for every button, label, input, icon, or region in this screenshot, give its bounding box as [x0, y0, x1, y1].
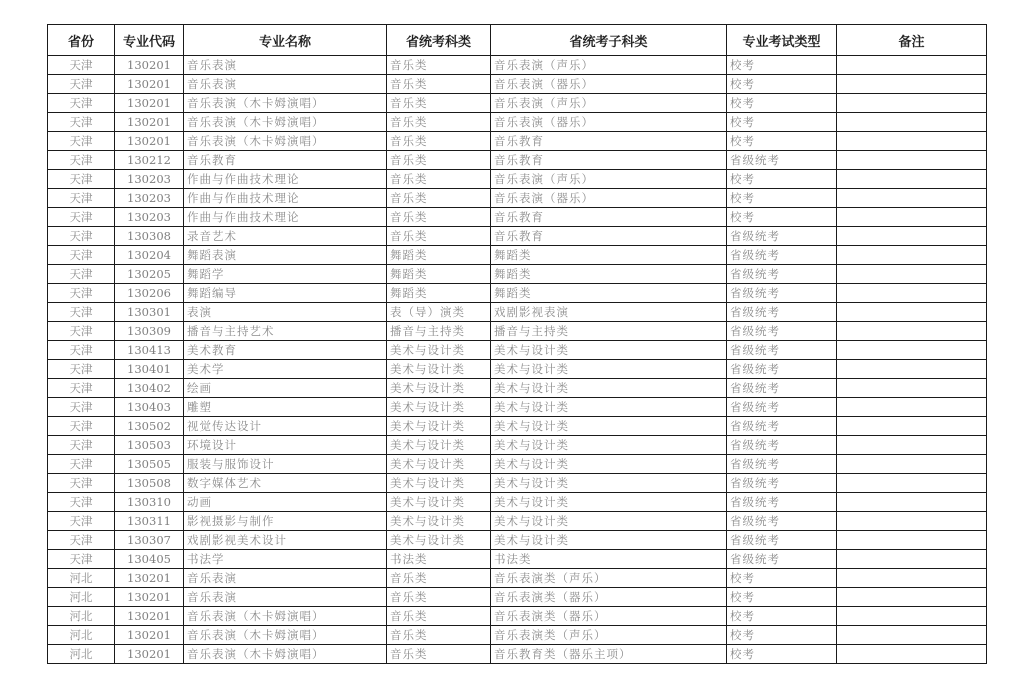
cell-exam-type: 省级统考 — [727, 265, 837, 284]
cell-exam-subcategory: 美术与设计类 — [491, 531, 727, 550]
cell-major-name: 音乐表演（木卡姆演唱） — [184, 113, 387, 132]
cell-province: 河北 — [48, 626, 115, 645]
cell-exam-type: 校考 — [727, 170, 837, 189]
cell-province: 天津 — [48, 113, 115, 132]
cell-major-code: 130502 — [115, 417, 184, 436]
cell-major-name: 录音艺术 — [184, 227, 387, 246]
cell-province: 天津 — [48, 227, 115, 246]
cell-major-name: 音乐表演（木卡姆演唱） — [184, 132, 387, 151]
cell-major-name: 音乐表演（木卡姆演唱） — [184, 626, 387, 645]
cell-major-name: 雕塑 — [184, 398, 387, 417]
cell-exam-category: 音乐类 — [387, 645, 491, 664]
cell-major-name: 音乐表演 — [184, 56, 387, 75]
cell-province: 天津 — [48, 455, 115, 474]
cell-exam-type: 校考 — [727, 113, 837, 132]
cell-exam-subcategory: 舞蹈类 — [491, 246, 727, 265]
cell-exam-subcategory: 播音与主持类 — [491, 322, 727, 341]
cell-major-name: 美术学 — [184, 360, 387, 379]
cell-exam-subcategory: 美术与设计类 — [491, 398, 727, 417]
table-row — [48, 75, 987, 94]
cell-province: 天津 — [48, 550, 115, 569]
table-row — [48, 569, 987, 588]
cell-exam-subcategory: 音乐表演（声乐） — [491, 94, 727, 113]
cell-major-name: 视觉传达设计 — [184, 417, 387, 436]
cell-exam-category: 音乐类 — [387, 75, 491, 94]
table-row — [48, 208, 987, 227]
header-row — [48, 25, 987, 56]
cell-exam-category: 音乐类 — [387, 132, 491, 151]
cell-major-name: 表演 — [184, 303, 387, 322]
cell-major-name: 服装与服饰设计 — [184, 455, 387, 474]
cell-major-name: 动画 — [184, 493, 387, 512]
table-row — [48, 626, 987, 645]
cell-exam-subcategory: 音乐表演（声乐） — [491, 170, 727, 189]
cell-province: 天津 — [48, 132, 115, 151]
cell-exam-type: 校考 — [727, 569, 837, 588]
cell-exam-category: 美术与设计类 — [387, 455, 491, 474]
cell-exam-type: 省级统考 — [727, 284, 837, 303]
cell-province: 天津 — [48, 417, 115, 436]
cell-major-name: 音乐教育 — [184, 151, 387, 170]
cell-major-name: 环境设计 — [184, 436, 387, 455]
cell-exam-subcategory: 美术与设计类 — [491, 417, 727, 436]
cell-note — [837, 531, 987, 550]
cell-exam-category: 音乐类 — [387, 170, 491, 189]
cell-exam-subcategory: 美术与设计类 — [491, 360, 727, 379]
cell-note — [837, 607, 987, 626]
cell-exam-type: 省级统考 — [727, 512, 837, 531]
cell-exam-category: 美术与设计类 — [387, 474, 491, 493]
cell-major-name: 作曲与作曲技术理论 — [184, 208, 387, 227]
cell-note — [837, 569, 987, 588]
table-row — [48, 151, 987, 170]
cell-province: 河北 — [48, 588, 115, 607]
cell-exam-category: 音乐类 — [387, 588, 491, 607]
cell-exam-subcategory: 美术与设计类 — [491, 379, 727, 398]
cell-province: 河北 — [48, 645, 115, 664]
cell-exam-type: 省级统考 — [727, 417, 837, 436]
cell-exam-category: 书法类 — [387, 550, 491, 569]
table-row — [48, 550, 987, 569]
cell-exam-type: 校考 — [727, 645, 837, 664]
table-row — [48, 113, 987, 132]
cell-note — [837, 322, 987, 341]
cell-major-name: 数字媒体艺术 — [184, 474, 387, 493]
cell-exam-subcategory: 音乐表演（器乐） — [491, 113, 727, 132]
cell-exam-subcategory: 美术与设计类 — [491, 341, 727, 360]
cell-note — [837, 75, 987, 94]
table-row — [48, 265, 987, 284]
cell-exam-type: 校考 — [727, 626, 837, 645]
cell-note — [837, 132, 987, 151]
cell-note — [837, 626, 987, 645]
cell-major-code: 130201 — [115, 75, 184, 94]
cell-province: 天津 — [48, 151, 115, 170]
cell-major-name: 舞蹈学 — [184, 265, 387, 284]
cell-major-code: 130212 — [115, 151, 184, 170]
table-row — [48, 607, 987, 626]
cell-note — [837, 455, 987, 474]
cell-note — [837, 436, 987, 455]
cell-exam-type: 省级统考 — [727, 398, 837, 417]
cell-exam-category: 播音与主持类 — [387, 322, 491, 341]
cell-exam-subcategory: 美术与设计类 — [491, 474, 727, 493]
cell-major-code: 130203 — [115, 208, 184, 227]
cell-exam-type: 省级统考 — [727, 151, 837, 170]
cell-exam-subcategory: 音乐表演（器乐） — [491, 189, 727, 208]
header-exam-subcategory: 省统考子科类 — [491, 25, 727, 56]
table-row — [48, 531, 987, 550]
cell-province: 天津 — [48, 94, 115, 113]
cell-province: 河北 — [48, 569, 115, 588]
cell-province: 天津 — [48, 246, 115, 265]
cell-exam-subcategory: 音乐表演（声乐） — [491, 56, 727, 75]
cell-exam-type: 省级统考 — [727, 455, 837, 474]
cell-note — [837, 588, 987, 607]
table-row — [48, 474, 987, 493]
cell-major-name: 戏剧影视美术设计 — [184, 531, 387, 550]
cell-province: 天津 — [48, 75, 115, 94]
cell-exam-subcategory: 舞蹈类 — [491, 284, 727, 303]
cell-province: 天津 — [48, 531, 115, 550]
cell-major-code: 130307 — [115, 531, 184, 550]
cell-exam-type: 省级统考 — [727, 322, 837, 341]
table-row — [48, 588, 987, 607]
table-body — [48, 56, 987, 664]
table-row — [48, 246, 987, 265]
cell-major-code: 130402 — [115, 379, 184, 398]
cell-exam-type: 省级统考 — [727, 303, 837, 322]
cell-major-code: 130201 — [115, 113, 184, 132]
cell-exam-category: 美术与设计类 — [387, 531, 491, 550]
table-row — [48, 493, 987, 512]
table-row — [48, 341, 987, 360]
cell-exam-type: 省级统考 — [727, 493, 837, 512]
cell-province: 天津 — [48, 493, 115, 512]
cell-exam-subcategory: 音乐教育 — [491, 208, 727, 227]
cell-note — [837, 512, 987, 531]
cell-exam-subcategory: 美术与设计类 — [491, 493, 727, 512]
table-row — [48, 645, 987, 664]
cell-exam-category: 美术与设计类 — [387, 360, 491, 379]
cell-exam-category: 美术与设计类 — [387, 512, 491, 531]
cell-major-code: 130301 — [115, 303, 184, 322]
cell-exam-category: 美术与设计类 — [387, 341, 491, 360]
table-row — [48, 303, 987, 322]
cell-major-code: 130206 — [115, 284, 184, 303]
cell-major-code: 130310 — [115, 493, 184, 512]
header-exam-type: 专业考试类型 — [727, 25, 837, 56]
table-row — [48, 512, 987, 531]
cell-exam-category: 音乐类 — [387, 94, 491, 113]
cell-exam-subcategory: 舞蹈类 — [491, 265, 727, 284]
cell-note — [837, 474, 987, 493]
cell-major-name: 美术教育 — [184, 341, 387, 360]
cell-exam-subcategory: 美术与设计类 — [491, 455, 727, 474]
cell-exam-subcategory: 音乐表演类（声乐） — [491, 626, 727, 645]
table-row — [48, 56, 987, 75]
cell-major-code: 130201 — [115, 132, 184, 151]
cell-major-name: 音乐表演（木卡姆演唱） — [184, 645, 387, 664]
cell-major-name: 音乐表演 — [184, 569, 387, 588]
cell-major-code: 130205 — [115, 265, 184, 284]
cell-major-code: 130201 — [115, 569, 184, 588]
cell-exam-type: 省级统考 — [727, 436, 837, 455]
cell-province: 天津 — [48, 56, 115, 75]
cell-major-code: 130201 — [115, 56, 184, 75]
cell-exam-category: 舞蹈类 — [387, 265, 491, 284]
cell-major-name: 舞蹈编导 — [184, 284, 387, 303]
cell-major-name: 音乐表演 — [184, 75, 387, 94]
cell-major-code: 130508 — [115, 474, 184, 493]
cell-exam-category: 音乐类 — [387, 189, 491, 208]
cell-note — [837, 284, 987, 303]
cell-exam-subcategory: 音乐教育类（器乐主项） — [491, 645, 727, 664]
cell-exam-type: 校考 — [727, 208, 837, 227]
cell-province: 天津 — [48, 284, 115, 303]
table-row — [48, 227, 987, 246]
table-row — [48, 170, 987, 189]
cell-exam-type: 校考 — [727, 588, 837, 607]
cell-province: 天津 — [48, 170, 115, 189]
header-province: 省份 — [48, 25, 115, 56]
cell-major-code: 130413 — [115, 341, 184, 360]
cell-exam-type: 省级统考 — [727, 341, 837, 360]
cell-major-code: 130201 — [115, 588, 184, 607]
cell-exam-type: 省级统考 — [727, 246, 837, 265]
cell-exam-category: 音乐类 — [387, 626, 491, 645]
cell-major-code: 130405 — [115, 550, 184, 569]
cell-province: 天津 — [48, 436, 115, 455]
cell-note — [837, 379, 987, 398]
cell-major-code: 130201 — [115, 645, 184, 664]
cell-exam-category: 舞蹈类 — [387, 246, 491, 265]
cell-province: 天津 — [48, 303, 115, 322]
cell-major-name: 音乐表演（木卡姆演唱） — [184, 94, 387, 113]
cell-exam-type: 校考 — [727, 189, 837, 208]
cell-exam-type: 校考 — [727, 132, 837, 151]
cell-exam-category: 美术与设计类 — [387, 398, 491, 417]
cell-province: 天津 — [48, 512, 115, 531]
cell-exam-category: 音乐类 — [387, 569, 491, 588]
cell-exam-subcategory: 音乐表演（器乐） — [491, 75, 727, 94]
cell-note — [837, 493, 987, 512]
document-page — [47, 24, 987, 664]
cell-major-code: 130201 — [115, 626, 184, 645]
cell-exam-type: 省级统考 — [727, 360, 837, 379]
cell-major-code: 130308 — [115, 227, 184, 246]
cell-province: 天津 — [48, 398, 115, 417]
cell-note — [837, 56, 987, 75]
cell-exam-category: 音乐类 — [387, 607, 491, 626]
cell-province: 天津 — [48, 474, 115, 493]
cell-note — [837, 208, 987, 227]
cell-exam-category: 美术与设计类 — [387, 436, 491, 455]
cell-exam-category: 音乐类 — [387, 227, 491, 246]
cell-exam-category: 美术与设计类 — [387, 379, 491, 398]
cell-province: 天津 — [48, 360, 115, 379]
cell-major-name: 绘画 — [184, 379, 387, 398]
cell-exam-subcategory: 音乐表演类（器乐） — [491, 607, 727, 626]
table-row — [48, 132, 987, 151]
cell-exam-category: 表（导）演类 — [387, 303, 491, 322]
cell-note — [837, 94, 987, 113]
cell-major-name: 音乐表演 — [184, 588, 387, 607]
cell-note — [837, 645, 987, 664]
cell-exam-category: 美术与设计类 — [387, 417, 491, 436]
header-exam-category: 省统考科类 — [387, 25, 491, 56]
cell-exam-subcategory: 音乐表演类（声乐） — [491, 569, 727, 588]
table-row — [48, 94, 987, 113]
table-row — [48, 417, 987, 436]
cell-province: 天津 — [48, 379, 115, 398]
cell-note — [837, 360, 987, 379]
cell-note — [837, 170, 987, 189]
cell-exam-type: 校考 — [727, 607, 837, 626]
cell-province: 天津 — [48, 208, 115, 227]
cell-exam-category: 美术与设计类 — [387, 493, 491, 512]
cell-major-code: 130401 — [115, 360, 184, 379]
header-major-code: 专业代码 — [115, 25, 184, 56]
cell-province: 天津 — [48, 322, 115, 341]
cell-major-code: 130505 — [115, 455, 184, 474]
cell-exam-type: 校考 — [727, 94, 837, 113]
cell-major-code: 130309 — [115, 322, 184, 341]
cell-exam-type: 校考 — [727, 75, 837, 94]
admissions-table — [47, 24, 987, 664]
cell-major-name: 音乐表演（木卡姆演唱） — [184, 607, 387, 626]
cell-note — [837, 398, 987, 417]
cell-note — [837, 227, 987, 246]
cell-note — [837, 246, 987, 265]
cell-major-name: 作曲与作曲技术理论 — [184, 170, 387, 189]
cell-exam-subcategory: 音乐教育 — [491, 151, 727, 170]
table-row — [48, 284, 987, 303]
cell-province: 天津 — [48, 189, 115, 208]
cell-exam-type: 省级统考 — [727, 474, 837, 493]
table-row — [48, 189, 987, 208]
cell-note — [837, 113, 987, 132]
cell-exam-category: 音乐类 — [387, 208, 491, 227]
cell-exam-subcategory: 音乐教育 — [491, 132, 727, 151]
cell-province: 河北 — [48, 607, 115, 626]
cell-major-name: 书法学 — [184, 550, 387, 569]
header-major-name: 专业名称 — [184, 25, 387, 56]
cell-exam-type: 省级统考 — [727, 531, 837, 550]
cell-exam-category: 舞蹈类 — [387, 284, 491, 303]
cell-major-name: 影视摄影与制作 — [184, 512, 387, 531]
header-note: 备注 — [837, 25, 987, 56]
cell-major-code: 130203 — [115, 170, 184, 189]
cell-exam-subcategory: 音乐表演类（器乐） — [491, 588, 727, 607]
table-row — [48, 360, 987, 379]
cell-note — [837, 341, 987, 360]
cell-exam-type: 省级统考 — [727, 227, 837, 246]
cell-major-code: 130203 — [115, 189, 184, 208]
cell-exam-type: 校考 — [727, 56, 837, 75]
cell-note — [837, 417, 987, 436]
table-row — [48, 322, 987, 341]
cell-note — [837, 265, 987, 284]
cell-exam-subcategory: 书法类 — [491, 550, 727, 569]
cell-exam-category: 音乐类 — [387, 56, 491, 75]
cell-major-name: 舞蹈表演 — [184, 246, 387, 265]
cell-major-code: 130403 — [115, 398, 184, 417]
cell-exam-type: 省级统考 — [727, 550, 837, 569]
cell-exam-subcategory: 美术与设计类 — [491, 436, 727, 455]
cell-exam-category: 音乐类 — [387, 151, 491, 170]
cell-major-name: 作曲与作曲技术理论 — [184, 189, 387, 208]
table-row — [48, 436, 987, 455]
cell-exam-category: 音乐类 — [387, 113, 491, 132]
cell-major-code: 130503 — [115, 436, 184, 455]
cell-exam-type: 省级统考 — [727, 379, 837, 398]
cell-exam-subcategory: 音乐教育 — [491, 227, 727, 246]
cell-note — [837, 550, 987, 569]
cell-major-code: 130201 — [115, 607, 184, 626]
cell-note — [837, 189, 987, 208]
cell-exam-subcategory: 戏剧影视表演 — [491, 303, 727, 322]
cell-note — [837, 151, 987, 170]
cell-province: 天津 — [48, 341, 115, 360]
cell-major-code: 130204 — [115, 246, 184, 265]
cell-exam-subcategory: 美术与设计类 — [491, 512, 727, 531]
table-row — [48, 379, 987, 398]
table-row — [48, 398, 987, 417]
cell-major-code: 130311 — [115, 512, 184, 531]
cell-province: 天津 — [48, 265, 115, 284]
table-row — [48, 455, 987, 474]
cell-major-code: 130201 — [115, 94, 184, 113]
cell-note — [837, 303, 987, 322]
cell-major-name: 播音与主持艺术 — [184, 322, 387, 341]
